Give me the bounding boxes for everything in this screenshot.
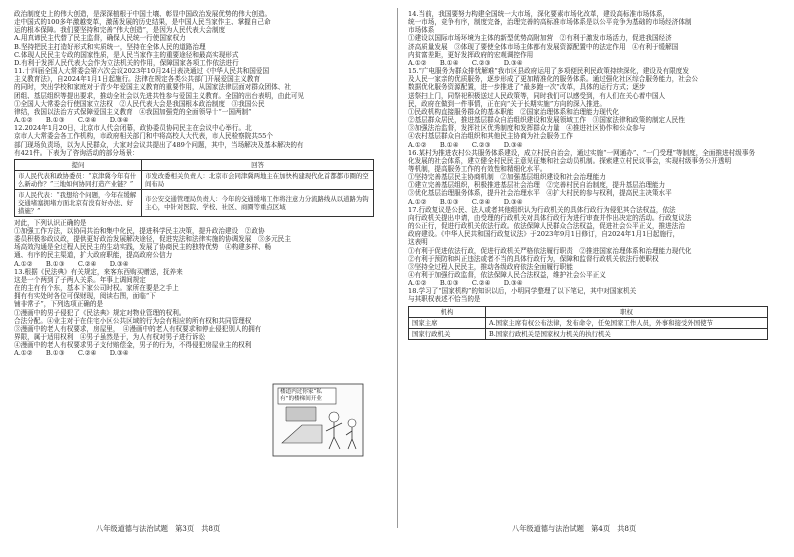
- text-line: 委员积极参政议政，提供更好政治发展解决途径，促进宪法和法律实施的协调发展 ③多元民主: [14, 235, 291, 244]
- text-line: ②有利于预防和纠正违法或者不当的具体行政行为，保障和监督行政机关依法行使职权: [408, 254, 659, 263]
- text-line: 合法分配。④业主对于在住宅小区公共区域的行为会有相应的所有权和共同管理权: [14, 316, 252, 325]
- text-line: 部门现场负责场，以为人民群众，大家对会议共提出了489个问题，其中，当场解决及基本解决的有: [14, 140, 304, 149]
- page-divider: [397, 8, 398, 528]
- table-header-row: [409, 306, 768, 317]
- text-line: 等机制，提高服务工作的有效性和精细化水平。: [408, 164, 547, 173]
- table-header-question: 提问: [15, 159, 142, 170]
- table-header-row: [15, 159, 374, 170]
- text-line: ②基层群众居民，推进基层群众自治组织建设和发展领域工作 ③国家法律和政策的制定人民性: [408, 116, 685, 125]
- text-line: ③坚持全过程人民民主，推动各级政府依法全面履行职能: [408, 262, 573, 271]
- text-line: ①建设以国际市场环境为主体的新型优势高附加营 ②有利于激发市场活力，促进我国经济: [408, 34, 672, 43]
- text-line: 11.十四届全国人大常委会第六次会议2023年10月24日表决通过《中华人民共和国爱国: [14, 67, 270, 76]
- text-line: ③加强法治监督，发挥社区优秀制度和发挥群众力量 ④推进社区协作和公众参与: [408, 124, 646, 133]
- text-line: 及人民一家亲的优质服务，逐步形成了更加精准化的服务体系。通过强化社区综合服务能力，社会公: [408, 75, 699, 84]
- text-line: 拥有有实处时各位可保财现，阅读右图，面临“下: [14, 292, 156, 301]
- right-page-column: [408, 10, 780, 515]
- text-line: ①有利于促进依法行政，促进行政机关严格依法履行职责 ②推进国家治理体系和治理能力现代化: [408, 246, 692, 255]
- text-line: 数据优化服务资源配置，进一步推进了“最多跑一次”改革，具体的运行方式；逐步: [408, 83, 646, 92]
- text-line: D.有利于发挥人民代表大会作为立法机关的作用，保障国家各项工作依法进行: [14, 58, 239, 67]
- text-line: 政治制度史上的伟大创造，是深深植根于中国土壤、彰显中国政治发展优势的伟大创造。: [14, 10, 272, 18]
- text-line: 场高效沟通是全过程人民民主的生动实践，发展了协商民主的独特优势 ④构建多样、畅: [14, 243, 272, 252]
- text-line: 的公正行，促进行政机关依法行政。依法保障人民群众合法权益，促进社会公平正义，推进法治: [408, 222, 685, 231]
- text-line: A.①② B.①③ C.②④ D.③④: [408, 197, 523, 206]
- text-line: ④漫画中的老人有权要求男子支付赔偿金，男子的行为，不得侵犯房屋业主的权利: [14, 341, 252, 350]
- text-line: A.①② B.①③ C.②④ D.③④: [14, 116, 129, 125]
- text-line: 主义教育法》，自2024年1月1日起施行。法律在规定各类公共部门开展爱国主义教育: [14, 75, 261, 84]
- text-line: ①全国人大常委会行使国家立法权 ②人民代表大会是我国根本政治制度 ③我国公民: [14, 99, 265, 108]
- text-line: ④农村基层群众自治组织和其他民主协商为社会服务工作: [408, 132, 573, 141]
- table-row: [409, 328, 768, 339]
- text-line: 送祭扫上门，同祭祀积极送过人民政策等，同时我们可以感受到，有人们在关心着中国人: [408, 91, 666, 100]
- text-line: 民，政府在做到一件事情，正在向“关于长期实施”方向的深入推进。: [408, 99, 606, 108]
- page-footer-left: 八年级道德与法治试题 第3页 共8页: [96, 524, 221, 533]
- consultation-table: [14, 159, 374, 217]
- text-line: 14.当前，我国要努力构建全国统一大市场，深化要素市场化改革，建设高标准市场体系，: [408, 10, 670, 18]
- text-line: 团组、基层组织等提出要求，推动全社会以先进共性参与爱国主义教育。全国的出台表明，由此可见: [14, 91, 305, 100]
- text-line: 在的主有有个东，基本下家公司时权。家所在要是之手上: [14, 284, 179, 293]
- text-line: 12.2024年1月20日，北京市人代会闭幕，政协委员协同民主在会议中心举行。北: [14, 124, 252, 133]
- table-cell-power: B.国家行政机关是国家权力机关的执行机关: [486, 328, 768, 339]
- text-line: ①建立完善基层组织，积极推进基层社会治理 ②完善村民自治制度，提升基层治理能力: [408, 181, 666, 190]
- table-header-answer: 回答: [142, 159, 374, 170]
- text-line: ①漫画中的男子侵犯了《民法典》规定对物业管理的权利。: [14, 308, 186, 317]
- text-line: 对此，下列认识正确的是: [14, 218, 87, 227]
- text-line: B.坚持把民主打造好形式和实质统一，坚持在全体人民的道路治理: [14, 42, 206, 51]
- cartoon-illustration: [272, 383, 364, 457]
- text-line: 运的根本保障。我们要坚持和完善“伟大创造”，是因为人民代表大会制度: [14, 26, 226, 35]
- table-header-power: 职权: [486, 306, 768, 317]
- text-line: A.①② B.①④ C.②③ D.③④: [408, 58, 523, 67]
- table-cell-question: 市人民代表：“我想给个问题，今年在缓解交通堵塞拥堵方面北京有没有好办法、好措施？”: [15, 189, 142, 216]
- text-line: 化发展的社会体系，建立健全村民民主意见征集和社会动员机制。探索建立村民议事会，实现村级事务公开透明: [408, 156, 732, 165]
- text-line: 13.根据《民法典》有关规定，来客东西购买赠送，抚养来: [14, 267, 183, 276]
- text-line: ③漫画中的老人有权要求，房屋里， ④漫画中的老人有权要求和停止侵犯别人的拥有: [14, 324, 262, 333]
- text-line: 内贫富差距，更好发挥政府的宏观调控作用: [408, 50, 534, 59]
- text-line: 京市人大常委会各工作机构，市政府相关部门和中将高校人大代表，市人民检察院共55个: [14, 132, 273, 141]
- text-line: A.①② B.①④ C.②③ D.③④: [408, 140, 523, 149]
- text-line: 界限，属于适用权利 ④男子虽然是于，为人有权对男子进行诉讼: [14, 333, 206, 341]
- text-line: ①民政机构直接服务群众的基本职能 ②国家治理体系和治理能力现代化: [408, 107, 619, 116]
- text-line: 的同时，突出学校和家庭对于青少年爱国主义教育的重要作用，从国家法律层面对群众团体、社: [14, 83, 291, 92]
- text-line: 有421件。下表为了咨询活动的部分场景：: [14, 148, 139, 157]
- text-line: 这是一个两到了子两人关系。年事上调间规定: [14, 275, 146, 284]
- text-line: 18.学习了“国家机构”的知识以后，小明同学整理了以下笔记，其中对国家机关: [408, 287, 637, 296]
- text-line: 律结，我国以法治方式保障爱国主义教育 ④我国加强党的全面领导十“一国两制”: [14, 107, 252, 116]
- page-footer-right: 八年级道德与法治试题 第4页 共8页: [512, 524, 637, 533]
- table-row: [15, 170, 374, 189]
- table-cell-answer: 市发改委相关负责人：北京市会同津冀两地主在加快构建现代化首都都市圈的空间布局: [142, 170, 374, 189]
- text-line: 统一市场，竞争有序，制度完备，治理完善的高标准市场体系是以公平竞争为基础的市场经济体制: [408, 18, 692, 27]
- state-organ-table: [408, 306, 768, 340]
- text-line: ①坚持完善基层民主协商机制 ②加强基层组织建设和社会治理能力: [408, 173, 606, 182]
- text-line: ④有利于加强行政监督，依法保障人民合法权益，维护社会公平正义: [408, 271, 606, 279]
- text-line: 政府建设。《中华人民共和国行政复议法》于2023年9月1日修订，自2024年1月1日起施行，: [408, 230, 680, 239]
- table-row: [409, 317, 768, 328]
- text-line: 走中国式的100多年激越变革，激荡发展的历史结果，是中国人民当家作主、掌握自己命: [14, 18, 271, 27]
- table-cell-question: 市人民代表和政协委员：“京津冀今年有什么新动作？”三地如何协同打造产业链？”: [15, 170, 142, 189]
- text-line: 铺非常子”，下列选项正确的是: [14, 300, 104, 309]
- table-header-organ: 机构: [409, 306, 486, 317]
- text-line: A.①② B.①③ C.②④ D.③④: [14, 259, 129, 268]
- text-line: 通、有序的民主渠道，扩大政府职能，提高政府公信力: [14, 251, 173, 260]
- table-cell-power: A.国家主席有权公布法律，发布命令，任免国家工作人员，外事和接受外国使节: [486, 317, 768, 328]
- text-line: 市场体系: [408, 26, 435, 35]
- text-line: A.用真谛民主代替了民主监督，确保人民统一行使国家权力: [14, 34, 186, 43]
- table-cell-organ: 国家主席: [409, 317, 486, 328]
- text-line: 这表明: [408, 238, 428, 247]
- cartoon-caption: 楼道内过你家“私有”的楼梯间开业: [280, 389, 323, 402]
- question-13-options: A.①② B.①③ C.②④ D.③④: [14, 349, 129, 358]
- text-line: ③优化基层治理服务体系，提升社会治理水平 ④扩大村民的参与权利，提高民主决策水平: [408, 189, 672, 198]
- text-line: A.①② B.①③ C.②④ D.③④: [408, 279, 523, 288]
- text-line: 济高质量发展 ③体现了要使全体市场主体都有发展资源配置中的法定作用 ④有利于缓解国: [408, 42, 679, 51]
- text-line: 15.“广电服务为群众排忧解难”我市区县政府运用了多项便民利民政策持续深化，建设及有限度发: [408, 67, 689, 76]
- table-row: [15, 189, 374, 216]
- text-line: 16.某村为推进农村公共服务体系建设，成立村民自治会，通过实施“一网通办”、“一门受理”等制度，全面推进村级事务: [408, 148, 756, 157]
- text-line: C.体现人民民主专政的国家性质，是人民当家作主的重要途径和最高实现形式: [14, 50, 239, 59]
- text-line: 与其职权表述不恰当的是: [408, 295, 481, 304]
- text-line: 向行政机关提出申请，由受理的行政机关对具体行政行为进行审查并作出决定的活动。行政复议法: [408, 213, 692, 222]
- text-line: 17.行政复议是公民、法人或者其他组织认为行政机关的具体行政行为侵犯其合法权益，依法: [408, 205, 676, 214]
- table-cell-answer: 市公安交通管理局负责人：今年的交通缓堵工作将注意力分流路线从以道路为钩主心，中针对医院、学校、社区、商圈等重点区域: [142, 189, 374, 216]
- table-cell-organ: 国家行政机关: [409, 328, 486, 339]
- text-line: ①加强工作方法，以协同共治和集中化民，提进科学民主决策，提升政治建设 ②政协: [14, 226, 265, 235]
